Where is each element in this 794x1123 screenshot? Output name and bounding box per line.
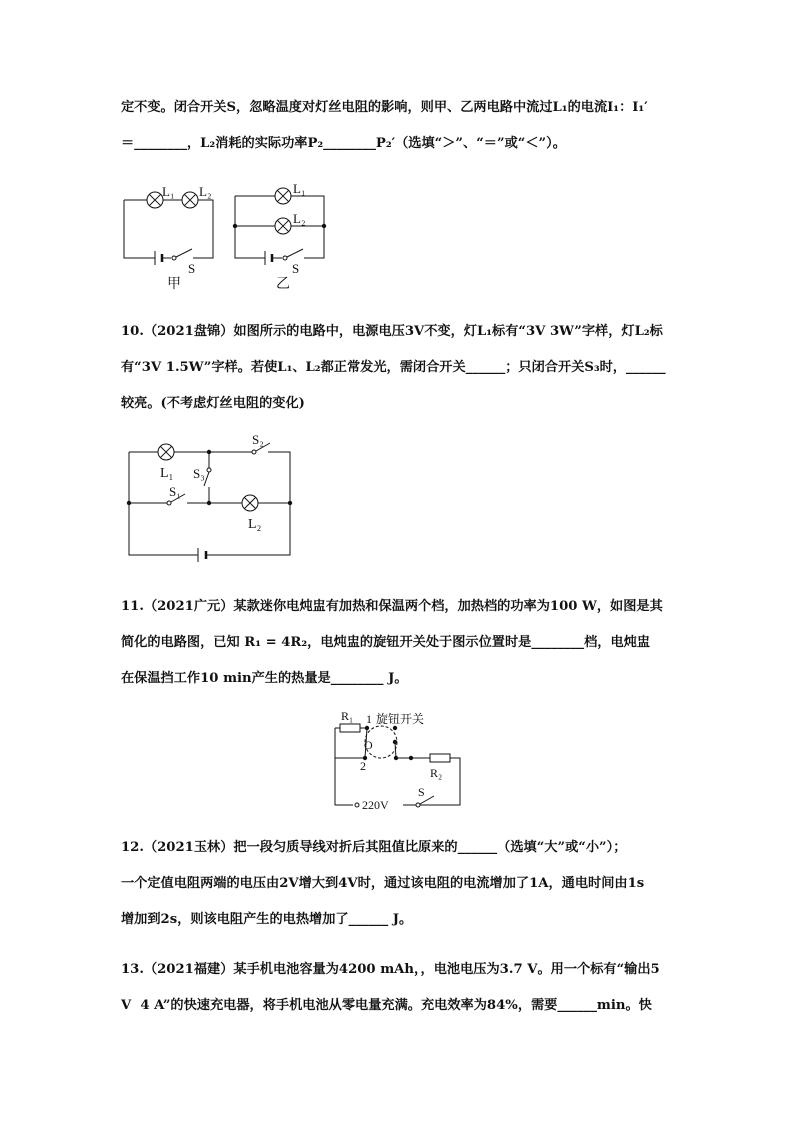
label-l2: L₂ <box>199 184 212 199</box>
q12-line-3: 增加到2s，则该电阻产生的电热增加了______ J。 <box>121 912 413 927</box>
label-knob-switch: 旋钮开关 <box>376 712 425 726</box>
q11-line-1: 11.（2021广元）某款迷你电炖盅有加热和保温两个档，加热档的功率为100 W，如图是其 <box>121 599 663 614</box>
label-s2: S₂ <box>252 432 264 447</box>
label-s: S <box>292 261 300 276</box>
label-s3: S₃ <box>193 466 205 481</box>
circuit-figure-jia <box>115 180 225 295</box>
label-s: S <box>418 785 425 799</box>
caption-jia: 甲 <box>167 277 181 292</box>
q10-line-2: 有“3V 1.5W”字样。若使L₁、L₂都正常发光，需闭合开关______；只闭合开关S₃时，______ <box>121 360 666 375</box>
label-s: S <box>188 261 196 276</box>
q11-line-3: 在保温挡工作10 min产生的热量是________ J。 <box>121 671 408 686</box>
q11-line-2: 简化的电路图，已知 R₁ = 4R₂，电炖盅的旋钮开关处于图示位置时是________档，电炖盅 <box>121 635 651 650</box>
circuit-figure-q11 <box>326 706 466 814</box>
label-s1: S₁ <box>169 484 181 499</box>
q9-line-2: ＝________，L₂消耗的实际功率P₂________P₂′（选填“＞”、“＝”或“＜”）。 <box>121 136 566 151</box>
q12-line-2: 一个定值电阻两端的电压由2V增大到4V时，通过该电阻的电流增加了1A，通电时间由1s <box>121 876 645 891</box>
circuit-figure-q10 <box>120 428 300 564</box>
q13-line-2: V 4 A”的快速充电器，将手机电池从零电量充满。充电效率为84%，需要______min。快 <box>121 998 652 1013</box>
label-r2: R₂ <box>430 766 443 780</box>
label-point-2: 2 <box>360 759 366 773</box>
circuit-figure-yi <box>228 180 338 295</box>
caption-yi: 乙 <box>276 277 290 292</box>
label-voltage-220v: 220V <box>362 798 389 812</box>
label-r1: R₁ <box>341 709 354 723</box>
label-l2: L₂ <box>293 211 306 226</box>
label-l1: L₁ <box>162 184 175 199</box>
label-l1: L₁ <box>160 466 174 481</box>
q10-line-3: 较亮。(不考虑灯丝电阻的变化) <box>121 396 305 411</box>
label-l2: L₂ <box>248 517 262 532</box>
q12-line-1: 12.（2021玉林）把一段匀质导线对折后其阻值比原来的______（选填“大”或“小”）； <box>121 840 627 855</box>
label-point-o: O <box>364 738 373 752</box>
q10-line-1: 10.（2021盘锦）如图所示的电路中，电源电压3V不变，灯L₁标有“3V 3W”字样，灯L₂标 <box>121 324 663 339</box>
q9-line-1: 定不变。闭合开关S，忽略温度对灯丝电阻的影响，则甲、乙两电路中流过L₁的电流I₁：I₁′ <box>121 100 648 115</box>
label-point-1: 1 <box>366 712 372 726</box>
label-l1: L₁ <box>293 181 306 196</box>
q13-line-1: 13.（2021福建）某手机电池容量为4200 mAh，，电池电压为3.7 V。用一个标有“输出5 <box>121 962 660 977</box>
